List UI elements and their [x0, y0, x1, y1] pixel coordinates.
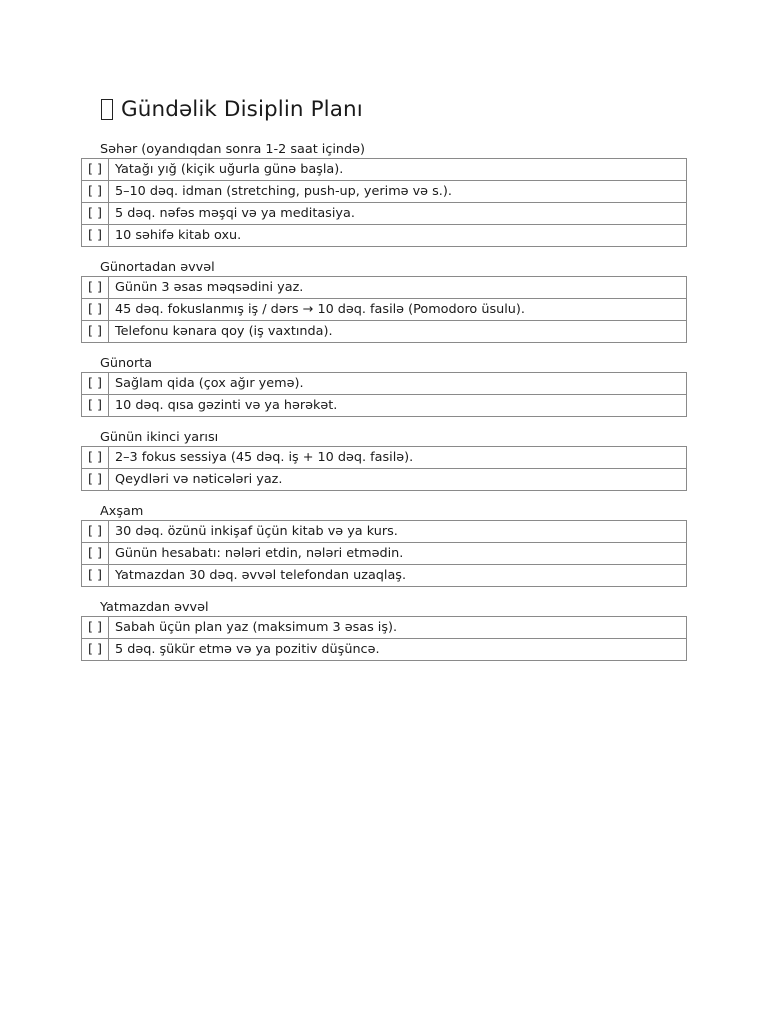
checkbox-marker: [ ] [82, 395, 109, 417]
checkbox-marker: [ ] [82, 321, 109, 343]
checklist-item-text: 10 dəq. qısa gəzinti və ya hərəkət. [109, 395, 687, 417]
checklist-row [82, 521, 687, 543]
checklist-table [81, 616, 687, 661]
checklist-item-text: Yatmazdan 30 dəq. əvvəl telefondan uzaqlaş. [109, 565, 687, 587]
checkbox-marker: [ ] [82, 373, 109, 395]
checkbox-marker: [ ] [82, 447, 109, 469]
checklist-item-text: Sağlam qida (çox ağır yemə). [109, 373, 687, 395]
checklist-item-text: 5 dəq. nəfəs məşqi və ya meditasiya. [109, 203, 687, 225]
section-heading: Günorta [100, 356, 153, 371]
checklist-row [82, 321, 687, 343]
checklist-row [82, 543, 687, 565]
checkbox-marker: [ ] [82, 521, 109, 543]
section-heading: Günortadan əvvəl [100, 260, 215, 275]
checklist-item-text: 10 səhifə kitab oxu. [109, 225, 687, 247]
checklist-table [81, 520, 687, 587]
checkbox-marker: [ ] [82, 277, 109, 299]
checklist-item-text: Qeydləri və nəticələri yaz. [109, 469, 687, 491]
checklist-row [82, 617, 687, 639]
checklist-table [81, 446, 687, 491]
checkbox-marker: [ ] [82, 159, 109, 181]
checklist-row [82, 159, 687, 181]
checklist-item-text: Telefonu kənara qoy (iş vaxtında). [109, 321, 687, 343]
section-heading: Yatmazdan əvvəl [100, 600, 209, 615]
missing-glyph-icon [101, 99, 113, 120]
checkbox-marker: [ ] [82, 181, 109, 203]
section-heading: Səhər (oyandıqdan sonra 1-2 saat içində) [100, 142, 366, 157]
checklist-table [81, 276, 687, 343]
checklist-item-text: Yatağı yığ (kiçik uğurla günə başla). [109, 159, 687, 181]
checklist-row [82, 181, 687, 203]
checklist-row [82, 565, 687, 587]
title-text: Gündəlik Disiplin Planı [121, 96, 363, 122]
checkbox-marker: [ ] [82, 565, 109, 587]
checkbox-marker: [ ] [82, 543, 109, 565]
plan-section [81, 356, 687, 417]
checklist-item-text: Günün hesabatı: nələri etdin, nələri etmədin. [109, 543, 687, 565]
plan-section [81, 260, 687, 343]
plan-section [81, 142, 687, 247]
checkbox-marker: [ ] [82, 225, 109, 247]
checklist-item-text: Sabah üçün plan yaz (maksimum 3 əsas iş). [109, 617, 687, 639]
checklist-item-text: 5–10 dəq. idman (stretching, push-up, yerimə və s.). [109, 181, 687, 203]
checkbox-marker: [ ] [82, 299, 109, 321]
checklist-item-text: 5 dəq. şükür etmə və ya pozitiv düşüncə. [109, 639, 687, 661]
checklist-item-text: 2–3 fokus sessiya (45 dəq. iş + 10 dəq. fasilə). [109, 447, 687, 469]
checklist-row [82, 447, 687, 469]
checklist-row [82, 225, 687, 247]
plan-sections [81, 142, 687, 674]
checklist-row [82, 395, 687, 417]
checklist-row [82, 639, 687, 661]
checklist-row [82, 203, 687, 225]
checklist-row [82, 277, 687, 299]
plan-section [81, 504, 687, 587]
checkbox-marker: [ ] [82, 203, 109, 225]
checklist-item-text: 30 dəq. özünü inkişaf üçün kitab və ya kurs. [109, 521, 687, 543]
checklist-table [81, 372, 687, 417]
section-heading: Günün ikinci yarısı [100, 430, 219, 445]
checkbox-marker: [ ] [82, 639, 109, 661]
plan-section [81, 600, 687, 661]
checklist-row [82, 299, 687, 321]
section-heading: Axşam [100, 504, 144, 519]
checklist-item-text: Günün 3 əsas məqsədini yaz. [109, 277, 687, 299]
plan-section [81, 430, 687, 491]
checklist-item-text: 45 dəq. fokuslanmış iş / dərs → 10 dəq. fasilə (Pomodoro üsulu). [109, 299, 687, 321]
document-title [101, 94, 363, 124]
checkbox-marker: [ ] [82, 617, 109, 639]
checkbox-marker: [ ] [82, 469, 109, 491]
checklist-row [82, 469, 687, 491]
checklist-row [82, 373, 687, 395]
checklist-table [81, 158, 687, 247]
